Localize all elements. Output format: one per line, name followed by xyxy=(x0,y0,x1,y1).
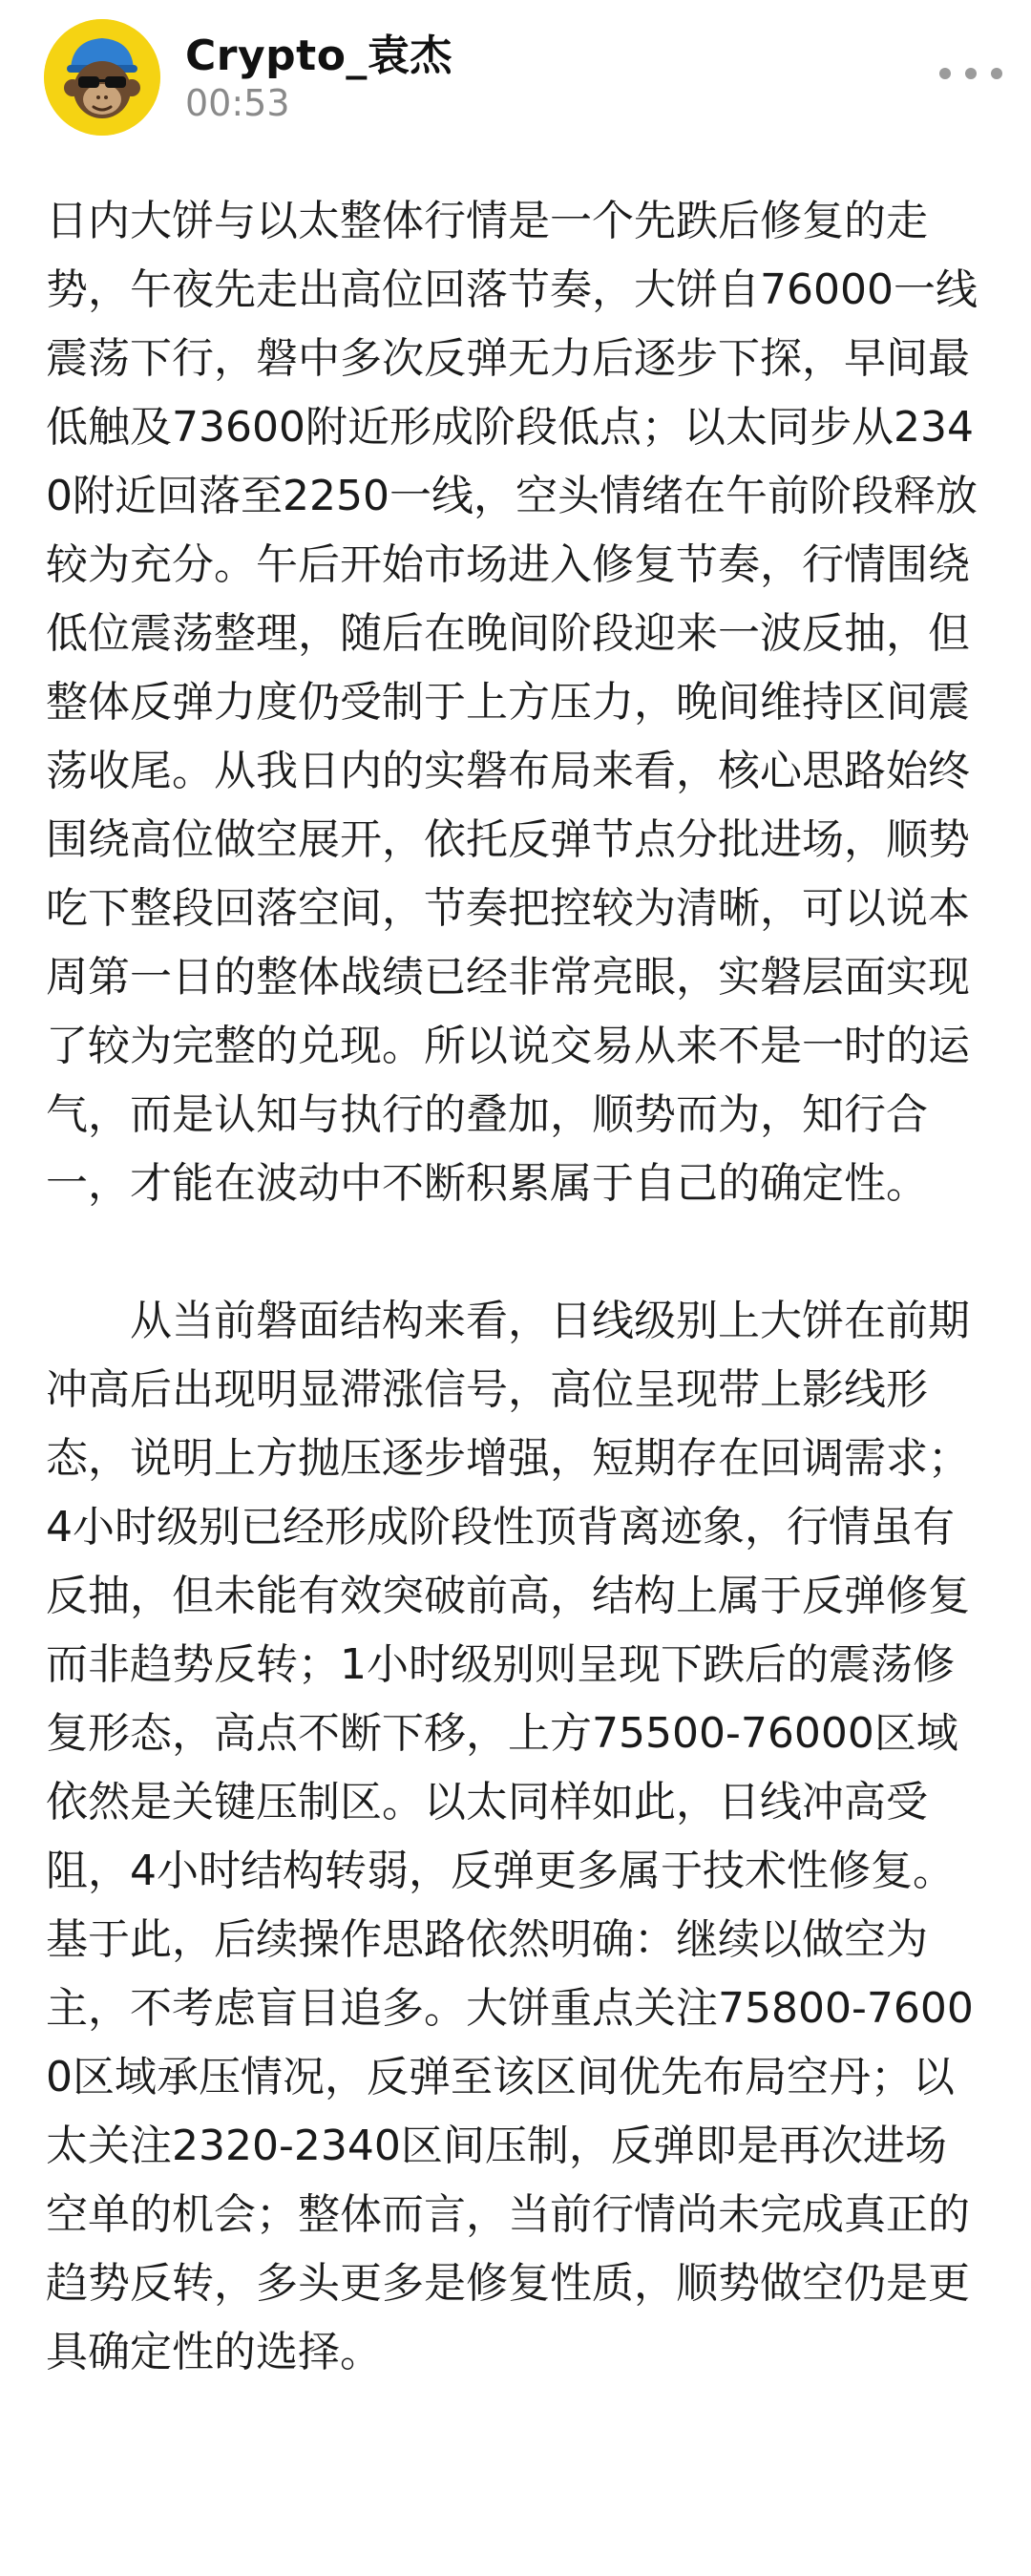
post-body xyxy=(46,187,985,2387)
more-horizontal-icon[interactable] xyxy=(939,59,1002,88)
username[interactable]: Crypto_袁杰 xyxy=(185,32,452,80)
more-dot xyxy=(939,68,951,79)
post-header xyxy=(0,0,1031,162)
post-paragraph-1: 日内大饼与以太整体行情是一个先跌后修复的走势，午夜先走出高位回落节奏，大饼自76000一线震荡下行，磐中多次反弹无力后逐步下探，早间最低触及73600附近形成阶段低点；以太同步从2340附近回落至2250一线，空头情绪在午前阶段释放较为充分。午后开始市场进入修复节奏，行情围绕低位震荡整理，随后在晚间阶段迎来一波反抽，但整体反弹力度仍受制于上方压力，晚间维持区间震荡收尾。从我日内的实磐布局来看，核心思路始终围绕高位做空展开，依托反弹节点分批进场，顺势吃下整段回落空间，节奏把控较为清晰，可以说本周第一日的整体战绩已经非常亮眼，实磐层面实现了较为完整的兑现。所以说交易从来不是一时的运气，而是认知与执行的叠加，顺势而为，知行合一，才能在波动中不断积累属于自己的确定性。 xyxy=(46,197,978,1208)
more-dot xyxy=(991,68,1002,79)
avatar[interactable] xyxy=(44,19,160,136)
post-paragraph-2: 从当前磐面结构来看，日线级别上大饼在前期冲高后出现明显滞涨信号，高位呈现带上影线形态，说明上方抛压逐步增强，短期存在回调需求；4小时级别已经形成阶段性顶背离迹象，行情虽有反抽，但未能有效突破前高，结构上属于反弹修复而非趋势反转；1小时级别则呈现下跌后的震荡修复形态，高点不断下移，上方75500-76000区域依然是关键压制区。以太同样如此，日线冲高受阻，4小时结构转弱，反弹更多属于技术性修复。基于此，后续操作思路依然明确：继续以做空为主，不考虑盲目追多。大饼重点关注75800-76000区域承压情况，反弹至该区间优先布局空丹；以太关注2320-2340区间压制，反弹即是再次进场空单的机会；整体而言，当前行情尚未完成真正的趋势反转，多头更多是修复性质，顺势做空仍是更具确定性的选择。 xyxy=(46,1297,974,2376)
monkey-with-sunglasses-avatar-icon xyxy=(44,19,160,136)
post-timestamp: 00:53 xyxy=(185,82,290,124)
more-dot xyxy=(965,68,977,79)
